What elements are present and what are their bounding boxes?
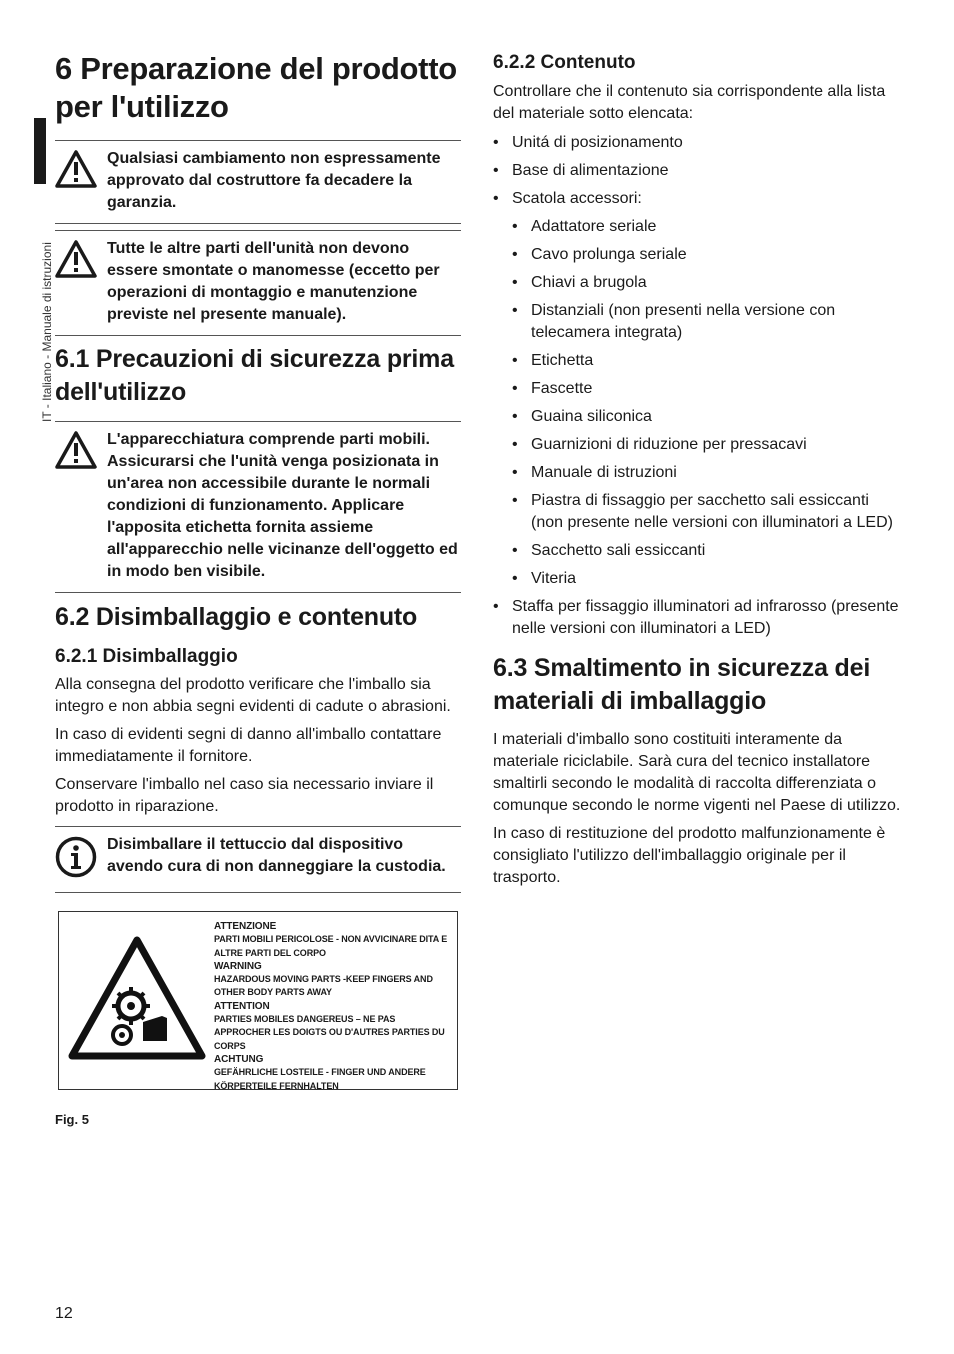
list-item: • Viteria [512,568,903,590]
info-text: Disimballare il tettuccio dal dispositivo avendo cura di non danneggiare la custodia. [107,836,446,875]
contents-list [493,132,903,640]
list-item: • Sacchetto sali essiccanti [512,540,903,562]
subsection-heading: 6.2.2 Contenuto [493,52,636,73]
info-icon [55,834,97,883]
paragraph: Alla consegna del prodotto verificare che l'imballo sia integro e non abbia segni evidenti di cadute o abrasioni. [55,676,451,715]
warning-label-text [214,920,450,1093]
warning-text: L'apparecchiatura comprende parti mobili. Assicurarsi che l'unità venga posizionata in un'area non accessibile durante le normali condizioni di funzionamento. Applicare l'apposita etichetta fornita assieme all'apparecchio nelle vicinanze dell'oggetto ed in modo ben visibile. [107,431,458,580]
label-heading: ATTENTION [214,1000,270,1012]
warning-text: Tutte le altre parti dell'unità non devono essere smontate o manomesse (eccetto per operazioni di montaggio e manutenzione previste nel presente manuale). [107,240,440,323]
list-item: • Unitá di posizionamento [493,132,903,154]
list-item: • Fascette [512,378,903,400]
list-item: • Adattatore seriale [512,216,903,238]
list-item: • Base di alimentazione [493,160,903,182]
warning-notice [55,230,461,336]
list-item: • Scatola accessori: • Adattatore seriale • Cavo prolunga seriale • Chiavi a brugola • Distanziali (non presenti nella versione con telecamera integrata) • Etichetta • Fascette • Guaina siliconica • Guarnizioni di riduzione per pressacavi • Manuale di istruzioni • Piastra di fissaggio per sacchetto sali essiccanti (non presente nelle versioni con illuminatori a LED) • Sacchetto sali essiccanti • Viteria [493,188,903,590]
paragraph: In caso di evidenti segni di danno all'imballo contattare immediatamente il fornitore. [55,726,442,765]
moving-parts-hazard-icon [67,934,207,1069]
label-text: PARTI MOBILI PERICOLOSE - NON AVVICINARE DITA E ALTRE PARTI DEL CORPO [214,934,448,958]
accessory-list [512,216,903,590]
side-tab-marker [34,118,46,184]
paragraph: In caso di restituzione del prodotto malfunzionamente è consigliato l'utilizzo dell'imballaggio originale per il trasporto. [493,825,886,886]
warning-label-figure [58,911,458,1090]
warning-icon [55,238,97,283]
list-item: • Piastra di fissaggio per sacchetto sali essiccanti (non presente nelle versioni con illuminatori a LED) [512,490,903,534]
label-heading: ATTENZIONE [214,921,277,932]
list-item: • Chiavi a brugola [512,272,903,294]
label-text: PARTIES MOBILES DANGEREUS – NE PAS APPROCHER LES DOIGTS OU D'AUTRES PARTIES DU CORPS [214,1014,445,1051]
label-text: GEFÄHRLICHE LOSTEILE - FINGER UND ANDERE KÖRPERTEILE FERNHALTEN [214,1067,426,1091]
list-item: • Etichetta [512,350,903,372]
list-item: • Manuale di istruzioni [512,462,903,484]
side-running-label: IT - Italiano - Manuale di istruzioni [40,242,54,422]
paragraph: Controllare che il contenuto sia corrispondente alla lista del materiale sotto elencata: [493,83,886,122]
paragraph: Conservare l'imballo nel caso sia necessario inviare il prodotto in riparazione. [55,776,434,815]
warning-notice [55,140,461,224]
label-heading: ACHTUNG [214,1053,264,1065]
list-item: • Guarnizioni di riduzione per pressacavi [512,434,903,456]
list-item: • Guaina siliconica [512,406,903,428]
warning-icon [55,429,97,474]
warning-icon [55,148,97,193]
paragraph: I materiali d'imballo sono costituiti interamente da materiale riciclabile. Sarà cura del tecnico installatore smaltirli secondo le modalità di raccolta differenziata o comunque secondo le norme vigenti nel Paese di utilizzo. [493,731,901,814]
warning-notice [55,421,461,593]
info-notice [55,826,461,893]
section-heading: 6.3 Smaltimento in sicurezza dei materiali di imballaggio [493,654,871,715]
chapter-title: 6 Preparazione del prodotto per l'utilizzo [55,51,457,124]
left-column [55,50,461,1127]
label-heading: WARNING [214,960,262,972]
subsection-heading: 6.2.1 Disimballaggio [55,646,238,667]
list-item: • Staffa per fissaggio illuminatori ad infrarosso (presente nelle versioni con illuminatori a LED) [493,596,903,640]
warning-text: Qualsiasi cambiamento non espressamente approvato dal costruttore fa decadere la garanzia. [107,150,441,211]
page-number: 12 [55,1305,73,1322]
list-item: • Cavo prolunga seriale [512,244,903,266]
section-heading: 6.2 Disimballaggio e contenuto [55,603,418,631]
section-heading: 6.1 Precauzioni di sicurezza prima dell'utilizzo [55,345,454,406]
figure-caption: Fig. 5 [55,1112,89,1127]
label-text: HAZARDOUS MOVING PARTS -KEEP FINGERS AND OTHER BODY PARTS AWAY [214,974,433,998]
right-column [493,50,903,889]
list-item: • Distanziali (non presenti nella versione con telecamera integrata) [512,300,903,344]
